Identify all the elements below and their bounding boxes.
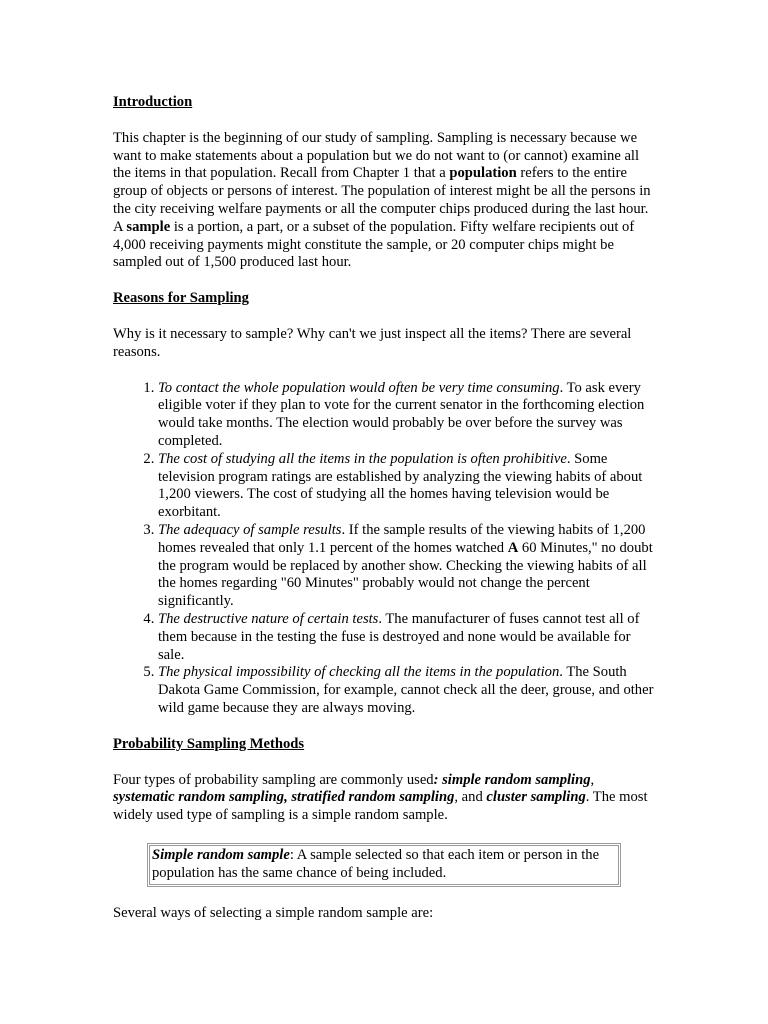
reason-lead: To contact the whole population would often be very time consuming — [158, 379, 560, 396]
intro-text-3: is a portion, a part, or a subset of the population. Fifty welfare recipients out of 4,000 receiving payments might constitute the sample, or 20 computer chips might be sampled out of 1,500 produced last hour. — [113, 218, 635, 271]
document-content — [113, 94, 658, 923]
reason-text: . Some television program ratings are established by analyzing the viewing habits of about 1,200 viewers. The cost of studying all the homes having television would be exorbitant. — [158, 450, 643, 521]
reason-item — [158, 664, 658, 717]
prob-text-3: , and — [454, 789, 487, 806]
definition-term: Simple random sample — [152, 846, 290, 863]
reason-lead: The physical impossibility of checking all the items in the population — [158, 664, 560, 681]
term-systematic-stratified: systematic random sampling, stratified random sampling — [113, 789, 455, 806]
reasons-list — [113, 380, 658, 718]
reason-text: . The manufacturer of fuses cannot test all of them because in the testing the fuse is destroyed and none would be available for sale. — [158, 610, 640, 663]
definition-box — [147, 843, 621, 888]
intro-text-1: This chapter is the beginning of our study of sampling. Sampling is necessary because we want to make statements about a population but we do not want to (or cannot) examine all the items in that population. Recall from Chapter 1 that a — [113, 129, 640, 182]
reason-lead: The destructive nature of certain tests — [158, 610, 379, 627]
introduction-paragraph — [113, 130, 658, 272]
reason-lead: The cost of studying all the items in the population is often prohibitive — [158, 450, 567, 467]
term-sample: sample — [126, 218, 171, 235]
reason-item — [158, 451, 658, 522]
reason-lead: The adequacy of sample results — [158, 521, 342, 538]
reason-item — [158, 380, 658, 451]
intro-text-2: refers to the entire group of objects or persons of interest. The population of interest might be all the persons in the city receiving welfare payments or all the computer chips produced during the last hour. A — [113, 165, 651, 235]
definition-text: : A sample selected so that each item or person in the population has the same chance of being included. — [152, 846, 600, 881]
prob-text-4: . The most widely used type of sampling is a simple random sample. — [113, 789, 648, 824]
closing-sentence: Several ways of selecting a simple random sample are: — [113, 905, 434, 922]
probability-heading: Probability Sampling Methods — [113, 735, 305, 752]
term-simple-random-sampling: : simple random sampling — [433, 771, 591, 788]
prob-text-1: Four types of probability sampling are commonly used — [113, 771, 434, 788]
reason-item — [158, 611, 658, 664]
probability-paragraph — [113, 772, 658, 825]
reasons-intro: Why is it necessary to sample? Why can't we just inspect all the items? There are several reasons. — [113, 325, 632, 360]
reason-text: . To ask every eligible voter if they plan to vote for the current senator in the forthcoming election would take months. The election would probably be over before the survey was completed. — [158, 379, 645, 449]
reason-text-2: 60 Minutes," no doubt the program would be replaced by another show. Checking the viewing habits of all the homes regarding "60 Minutes" probably would not change the percent significantly. — [158, 539, 653, 610]
reason-text: . The South Dakota Game Commission, for example, cannot check all the deer, grouse, and other wild game because they are always moving. — [158, 664, 654, 716]
reason-item — [158, 522, 658, 611]
reason-bold-char: A — [507, 539, 519, 556]
term-population: population — [449, 165, 517, 182]
reason-text: . If the sample results of the viewing habits of 1,200 homes revealed that only 1.1 percent of the homes watched — [158, 521, 646, 556]
prob-text-2: , — [590, 771, 595, 788]
introduction-heading: Introduction — [113, 94, 193, 110]
term-cluster-sampling: cluster sampling — [486, 789, 586, 806]
reasons-heading: Reasons for Sampling — [113, 290, 249, 307]
